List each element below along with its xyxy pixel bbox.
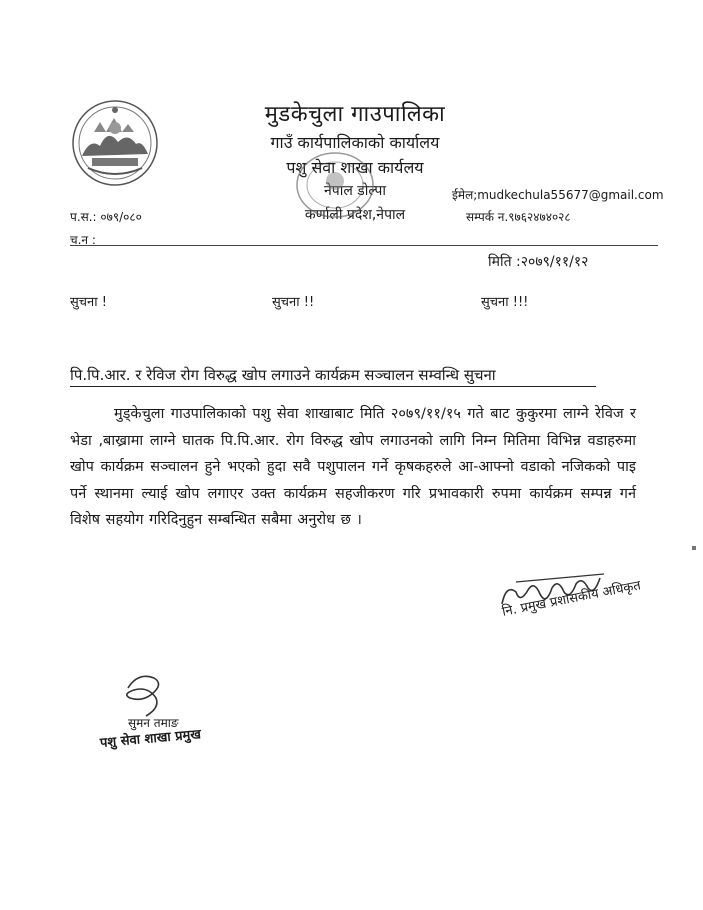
header-divider (70, 245, 658, 246)
dispatch-number: च.न : (70, 233, 96, 247)
reference-number: प.स.: ०७९/०८० (70, 210, 142, 224)
contact-number: सम्पर्क न.९७६२४७४०२८ (466, 210, 571, 224)
section-head-name: सुमन तमाङ (128, 716, 179, 730)
nepal-emblem-logo (70, 98, 160, 188)
section-head-title: पशु सेवा शाखा प्रमुख (99, 727, 202, 751)
scan-speck (692, 546, 696, 550)
municipality-name: मुडकेचुला गाउपालिका (264, 102, 446, 127)
letter-date: मिति :२०७९/११/१२ (488, 254, 589, 270)
notice-label: सुचना !!! (481, 295, 529, 310)
notice-label: सुचना !! (272, 295, 315, 310)
officer-title: नि. प्रमुख प्रशासकीय अधिकृत (500, 578, 643, 620)
office-name: गाउँ कार्यपालिकाको कार्यालय (270, 133, 440, 152)
district-line: नेपाल डोल्पा (324, 183, 386, 199)
section-name: पशु सेवा शाखा कार्यलय (286, 158, 424, 177)
email-address: ईमेल;mudkechula55677@gmail.com (452, 188, 664, 202)
office-stamp (290, 145, 380, 225)
subject-line: पि.पि.आर. र रेविज रोग विरुद्ध खोप लगाउने कार्यक्रम सञ्चालन सम्वन्धि सुचना (70, 365, 596, 387)
province-line: कर्णाली प्रदेश,नेपाल (304, 207, 406, 223)
notice-label: सुचना ! (70, 295, 107, 310)
body-paragraph: मुड्केचुला गाउपालिकाको पशु सेवा शाखाबाट मिति २०७९/११/१५ गते बाट कुकुरमा लाग्ने रेविज र भेडा ,बाख्रामा लाग्ने घातक पि.पि.आर. रोग विरुद्ध खोप लगाउनको लागि निम्न मितिमा विभिन्न वडाहरुमा खोप कार्यक्रम सञ्चालन हुने भएको हुदा सवै पशुपालन गर्ने कृषकहरुले आ-आफ्नो वडाको नजिकको पाइ पर्ने स्थानमा ल्याई खोप लगाएर उक्त कार्यक्रम सहजीकरण गरि प्रभावकारी रुपमा कार्यक्रम सम्पन्न गर्न विशेष सहयोग गरिदिनुहुन सम्बन्धित सबैमा अनुरोध छ । (70, 406, 636, 528)
